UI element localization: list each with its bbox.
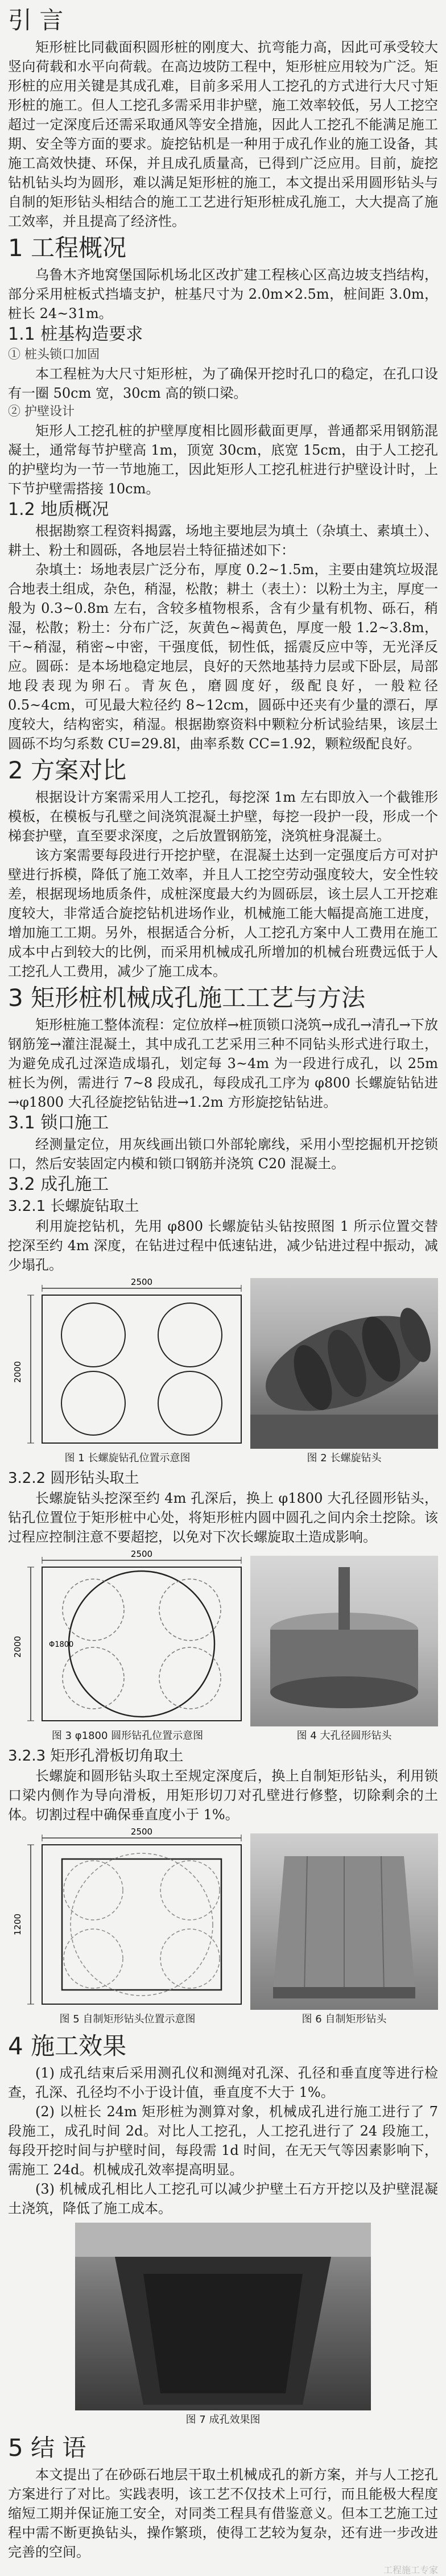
section-4-heading: 4 施工效果 xyxy=(8,2032,127,2060)
watermark: 工程施工专家 xyxy=(383,2565,438,2575)
paragraph-geology-intro: 根据勘察工程资料揭露，场地主要地层为填土（杂填土、素填土）、耕土、粉土和圆砾，各地层岩土特征描述如下： xyxy=(8,523,438,558)
paragraph-geology-detail: 杂填土：场地表层广泛分布，厚度 0.2~1.5m，主要由建筑垃圾混合地表土组成，杂色，稍湿，松散；耕土（表土）：以粉土为主，厚度一般为 0.3~0.8m 左右，含较多植物根系，含有少量有机物、砾石，稍湿，松散；粉土：分布广泛，灰黄色~褐黄色，厚度一般 1.2~3.8m，干~稍湿，稍密~中密，干强度低，韧性低，摇震反应中等，无光泽反应。圆砾：是本场地稳定地层，良好的天然地基持力层或下卧层，局部地段表现为卵石。青灰色，磨圆度好，级配良好，一般粒径 0.5~4cm，可见最大粒径约 8~12cm，圆砾中还夹有少量的漂石，厚度较大，结构密实，稍湿。根据勘察资料中颗粒分析试验结果，该层土圆砾不均匀系数 CU=29.8l，曲率系数 CC=1.92，颗粒级配良好。 xyxy=(8,562,438,752)
auger-hole-dashed xyxy=(64,1861,123,1920)
figure-7 xyxy=(8,2223,438,2427)
section-3-2-3-heading: 3.2.3 矩形孔滑板切角取土 xyxy=(8,1747,184,1765)
paragraph-process-flow: 矩形桩施工整体流程：定位放样→桩顶锁口浇筑→成孔→清孔→下放钢筋笼→灌注混凝土，其中成孔工艺采用三种不同钻头形式进行取土，为避免成孔过深造成塌孔，划定每 3~4m 为一段进行成孔，以 25m 桩长为例，需进行 7~8 段成孔，每段成孔工序为 φ800 长螺旋钻钻进→φ1800 大孔径旋挖钻钻进→1.2m 方形旋挖钻钻进。 xyxy=(8,1017,438,1110)
item-retaining-wall: ② 护壁设计 xyxy=(8,405,75,419)
figure-1-caption: 图 1 长螺旋钻孔位置示意图 xyxy=(64,1452,191,1464)
figure-1-height-label: 2000 xyxy=(13,1361,23,1383)
figure-4-caption: 图 4 大孔径圆形钻头 xyxy=(296,1730,392,1742)
figure-4 xyxy=(250,1556,438,1744)
paragraph-lock-beam: 本工程桩为大尺寸矩形桩，为了确保开挖时孔口的稳定，在孔口设有一圈 50cm 宽，30cm 高的锁口梁。 xyxy=(8,366,438,401)
paragraph-effect-3: (3) 机械成孔相比人工挖孔可以减少护壁土石方开挖以及护壁混凝土浇筑，降低了施工成本。 xyxy=(8,2181,438,2216)
figure-3-diagram xyxy=(8,1550,247,1726)
figure-3-height-label: 2000 xyxy=(13,1635,23,1658)
auger-hole-dashed xyxy=(160,1929,220,1988)
section-3-1-heading: 3.1 锁口施工 xyxy=(8,1113,109,1133)
auger-hole xyxy=(158,1371,222,1435)
figure-3-caption: 图 3 φ1800 圆形钻孔位置示意图 xyxy=(51,1730,204,1742)
figure-row-1 xyxy=(8,1278,438,1466)
figure-6 xyxy=(250,1833,438,2027)
auger-hole xyxy=(158,1303,222,1367)
section-1-paragraph: 乌鲁木齐地窝堡国际机场北区改扩建工程核心区高边坡支挡结构，部分采用桩板式挡墙支护，桩基尺寸为 2.0m×2.5m，桩间距 3.0m，桩长 24~31m。 xyxy=(8,267,438,322)
figure-3-width-label: 2500 xyxy=(130,1550,153,1559)
paragraph-round-bit: 长螺旋钻头挖深至约 4m 孔深后，换上 φ1800 大孔径圆形钻头，钻孔位置位于矩形桩中心处，将矩形桩内圆中圆孔之间内余土挖除。该过程应控制注意不要超挖，以免对下次长螺旋取土造成影响。 xyxy=(8,1490,438,1545)
paragraph-conclusion: 本文提出了在砂砾石地层干取土机械成孔的新方案，并与人工挖孔方案进行了对比。实践表明，该工艺不仅技术上可行，而且能极大程度缩短工期并保证施工安全，对同类工程具有借鉴意义。但本工艺施工过程中需不断更换钻头，操作繁琐，使得工艺较为复杂，还有进一步改进完善的空间。 xyxy=(8,2467,438,2560)
drilled-hole-image xyxy=(75,2223,371,2410)
figure-7-photo xyxy=(75,2223,371,2410)
rectangular-bit-image xyxy=(250,1833,438,2010)
paragraph-plan-comparison: 该方案需要每段进行开挖护壁，在混凝土达到一定强度后方可对护壁进行拆模，降低了施工效率，并且人工挖空劳动强度较大，安全性较差，根据现场地质条件，成桩深度最大约为圆砾层，该土层人工开挖难度较大，非常适合旋挖钻机进场作业，机械施工能大幅提高施工进度，增加施工工期。另外，根据适合分析，人工挖孔方案中人工费用在施工成本中占到较大的比例，而采用机械成孔所增加的机械台班费远低于人工挖孔人工费用，减少了施工成本。 xyxy=(8,847,438,979)
figure-row-3 xyxy=(8,1828,438,2027)
figure-2-photo xyxy=(250,1278,438,1449)
figure-4-photo xyxy=(250,1556,438,1726)
section-3-2-2-heading: 3.2.2 圆形钻头取土 xyxy=(8,1470,139,1487)
auger-hole xyxy=(61,1371,125,1435)
item-lock-beam: ① 桩头锁口加固 xyxy=(8,348,100,362)
intro-heading: 引 言 xyxy=(8,6,64,34)
figure-5-diagram xyxy=(8,1828,247,2010)
figure-6-photo xyxy=(250,1833,438,2010)
figure-3-diameter-label: Φ1800 xyxy=(49,1641,74,1649)
auger-hole-dashed xyxy=(159,1579,221,1641)
paragraph-rectangular-bit: 长螺旋和圆形钻头取土至规定深度后，换上自制矩形钻头，利用锁口梁内侧作为导向滑板，用矩形切刀对孔壁进行修整，切除剩余的土体。切割过程中确保垂直度小于 1%。 xyxy=(8,1768,438,1823)
paragraph-effect-1: (1) 成孔结束后采用测孔仪和测绳对孔深、孔径和垂直度等进行检查，孔深、孔径均不小于设计值，垂直度不大于 1%。 xyxy=(8,2065,438,2100)
auger-hole-dashed xyxy=(63,1579,124,1641)
figure-2 xyxy=(250,1278,438,1466)
paragraph-retaining-wall: 矩形人工挖孔桩的护壁厚度相比圆形截面更厚，普通都采用钢筋混凝土，通常每节护壁高 1m，顶宽 30cm，底宽 15cm，由于人工挖孔的护壁均为一节一节地施工，因此矩形人工挖孔桩进行护壁设计时，上下节护壁需搭接 10cm。 xyxy=(8,423,438,497)
paragraph-plan-design: 根据设计方案需采用人工挖孔，每挖深 1m 左右即放入一个截锥形模板，在模板与孔壁之间浇筑混凝土护壁，每挖一段护一段，形成一个梯套护壁，直至要求深度，之后放置钢筋笼，浇筑桩身混凝土。 xyxy=(8,789,438,844)
figure-2-caption: 图 2 长螺旋钻头 xyxy=(307,1452,382,1464)
auger-hole-dashed xyxy=(159,1647,221,1709)
paragraph-auger-drilling: 利用旋挖钻机，先用 φ800 长螺旋钻头钻按照图 1 所示位置交替挖深至约 4m 深度，在钻进过程中低速钻进，减少钻进过程中振动，减少塌孔。 xyxy=(8,1218,438,1273)
paragraph-effect-2: (2) 以桩长 24m 矩形桩为测算对象，机械成孔进行施工进行了 7 段施工，成孔时间 2d。对比人工挖孔，人工挖孔进行了 24 段施工，每段开挖时间与护壁时间，每段需 1d 时间，在无天气等因素影响下，需施工 24d。机械成孔效率提高明显。 xyxy=(8,2104,438,2178)
auger-hole-dashed xyxy=(64,1929,123,1988)
figure-1-diagram xyxy=(8,1278,247,1449)
section-5-heading: 5 结 语 xyxy=(8,2434,86,2462)
section-1-1-heading: 1.1 桩基构造要求 xyxy=(8,324,143,344)
auger-bit-image xyxy=(250,1278,438,1449)
round-hole-dashed xyxy=(71,1853,213,1996)
auger-hole xyxy=(61,1303,125,1367)
section-3-2-1-heading: 3.2.1 长螺旋钻取土 xyxy=(8,1198,139,1215)
section-3-2-heading: 3.2 成孔施工 xyxy=(8,1174,109,1194)
pile-outline xyxy=(42,1845,241,2004)
figure-6-caption: 图 6 自制矩形钻头 xyxy=(302,2013,387,2025)
figure-5-width-label: 2500 xyxy=(130,1828,153,1837)
auger-hole-dashed xyxy=(63,1647,124,1709)
section-2-heading: 2 方案对比 xyxy=(8,756,127,784)
figure-5-height-label: 1200 xyxy=(13,1913,23,1936)
section-1-2-heading: 1.2 地质概况 xyxy=(8,500,109,520)
round-bit-image xyxy=(250,1556,438,1726)
figure-5-caption: 图 5 自制矩形钻头位置示意图 xyxy=(59,2013,196,2025)
figure-1-width-label: 2500 xyxy=(130,1278,153,1287)
auger-hole-dashed xyxy=(160,1861,220,1920)
section-3-heading: 3 矩形桩机械成孔施工工艺与方法 xyxy=(8,984,366,1012)
pile-outline xyxy=(42,1295,241,1443)
figure-1 xyxy=(8,1278,247,1466)
section-1-heading: 1 工程概况 xyxy=(8,234,127,262)
figure-5 xyxy=(8,1828,247,2027)
figure-3 xyxy=(8,1550,247,1744)
figure-row-2 xyxy=(8,1550,438,1744)
paragraph-lock-construction: 经测量定位，用灰线画出锁口外部轮廓线，采用小型挖掘机开挖锁口，然后安装固定内模和锁口钢筋并浇筑 C20 混凝土。 xyxy=(8,1136,438,1172)
intro-paragraph: 矩形桩比同截面积圆形桩的刚度大、抗弯能力高，因此可承受较大竖向荷载和水平向荷载。在高边坡防工程中，矩形桩应用较为广泛。矩形桩的应用关键是其成孔难，目前多采用人工挖孔的方式进行大尺寸矩形桩的施工。但人工挖孔多需采用非护壁，施工效率较低，另人工挖空超过一定深度后还需采取通风等安全措施，因此人工挖孔不能满足施工期、安全等方面的要求。旋挖钻机是一种用于成孔作业的施工设备，其施工高效快捷、环保，并且成孔质量高，已得到广泛应用。目前，旋挖钻机钻头均为圆形，难以满足矩形桩的施工，本文提出采用圆形钻头与自制的矩形钻头相结合的施工工艺进行矩形桩成孔施工，大大提高了施工效率，并且提高了经济性。 xyxy=(8,39,438,229)
large-round-hole xyxy=(69,1571,214,1717)
rectangular-cutter xyxy=(62,1859,221,1990)
figure-7-caption: 图 7 成孔效果图 xyxy=(185,2414,261,2426)
